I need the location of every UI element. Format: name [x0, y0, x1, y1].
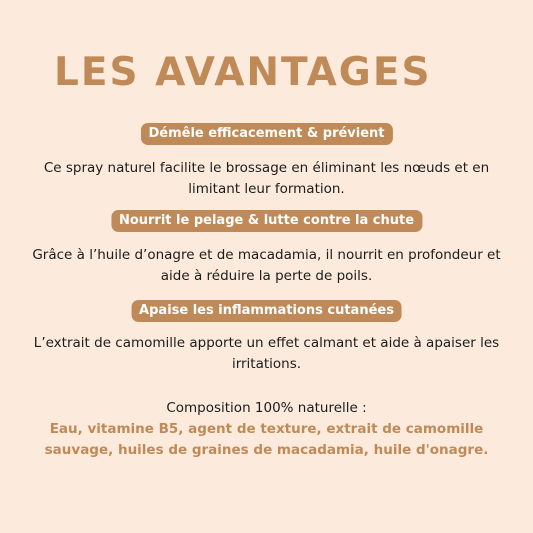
composition-block — [20, 398, 513, 461]
composition-label: Composition 100% naturelle : — [166, 400, 367, 416]
composition-ingredients: Eau, vitamine B5, agent de texture, extrait de camomille sauvage, huiles de graines de macadamia, huile d'onagre. — [44, 421, 489, 458]
benefit-heading-detangle: Démêle efficacement & prévient — [140, 123, 392, 145]
benefit-heading-soothe: Apaise les inflammations cutanées — [131, 300, 402, 322]
benefit-heading-nourish: Nourrit le pelage & lutte contre la chute — [111, 210, 422, 232]
page-title: LES AVANTAGES — [54, 50, 432, 95]
benefit-text-soothe: L’extrait de camomille apporte un effet calmant et aide à apaiser les irritations. — [33, 335, 500, 372]
benefit-text-nourish: Grâce à l’huile d’onagre et de macadamia, il nourrit en profondeur et aide à réduire la perte de poils. — [32, 247, 501, 284]
benefit-text-detangle: Ce spray naturel facilite le brossage en éliminant les nœuds et en limitant leur formation. — [43, 160, 490, 197]
